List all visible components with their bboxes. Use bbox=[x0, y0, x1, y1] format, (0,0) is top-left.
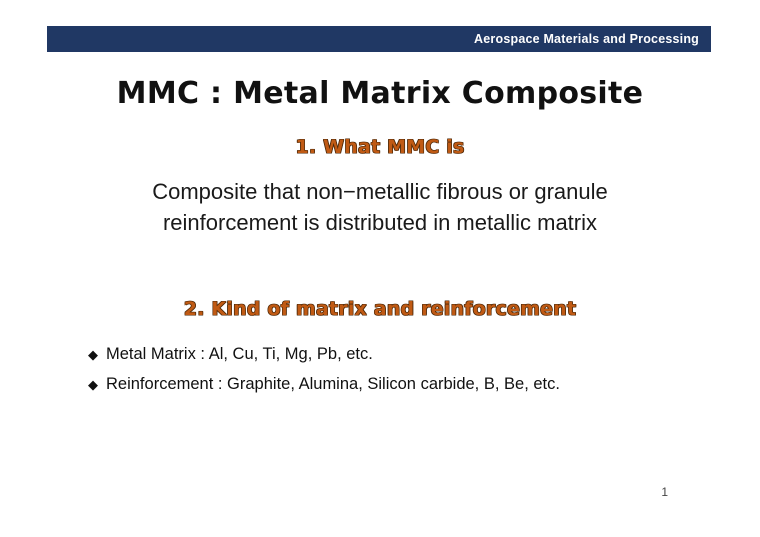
header-bar bbox=[47, 26, 711, 52]
definition-paragraph bbox=[40, 176, 720, 238]
section-heading-1: 1. What MMC is bbox=[295, 136, 465, 158]
diamond-bullet-icon: ◆ bbox=[88, 347, 98, 362]
definition-line-2: reinforcement is distributed in metallic matrix bbox=[162, 210, 598, 236]
list-item-label: Reinforcement : Graphite, Alumina, Silicon carbide, B, Be, etc. bbox=[106, 374, 560, 393]
list-item bbox=[88, 372, 708, 397]
page-number: 1 bbox=[661, 485, 668, 499]
list-item bbox=[88, 342, 708, 367]
header-title: Aerospace Materials and Processing bbox=[474, 32, 699, 46]
diamond-bullet-icon: ◆ bbox=[88, 376, 98, 392]
definition-line-1: Composite that non−metallic fibrous or granule bbox=[152, 179, 608, 204]
page-title: MMC : Metal Matrix Composite bbox=[116, 76, 644, 111]
list-item-label: Metal Matrix : Al, Cu, Ti, Mg, Pb, etc. bbox=[106, 345, 373, 363]
section-heading-2: 2. Kind of matrix and reinforcement bbox=[183, 298, 577, 320]
bullet-list bbox=[88, 342, 708, 402]
